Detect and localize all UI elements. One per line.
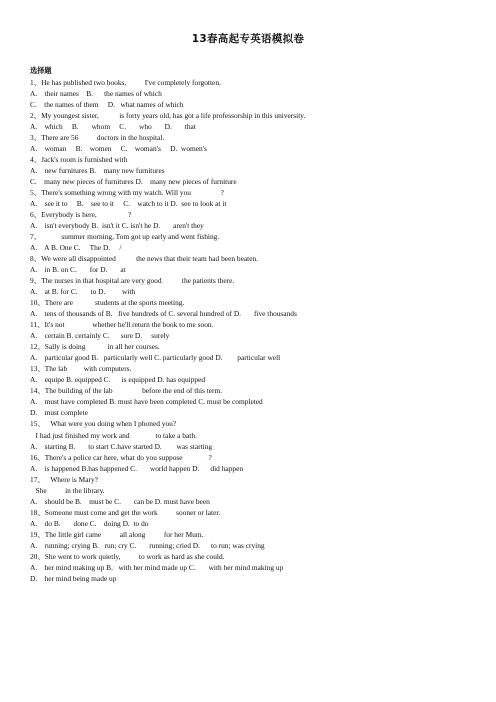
text-line: A. in B. on C. for D. at [30, 265, 126, 275]
text-line: A. new furnitures B. many new furnitures [30, 166, 165, 176]
text-line: 20、She went to work quietly, to work as hard as she could. [30, 551, 225, 561]
text-line: 2、My youngest sister, is forty years old, has got a life professorship in this university. [30, 111, 306, 121]
text-line: 13、The lab with computers. [30, 364, 132, 374]
text-line: She in the library. [30, 485, 105, 495]
text-line: 17、 Where is Mary? [30, 474, 98, 484]
text-line: 9、The nurses in that hospital are very good the patients there. [30, 276, 235, 286]
text-line: A. starting B. to start C.have started D. was starting [30, 441, 213, 451]
text-line: 7、 summer morning, Tom got up early and went fishing. [30, 232, 220, 242]
text-line: 3、There are 56 doctors in the hospital. [30, 133, 165, 143]
section-heading: 选择题 [30, 66, 52, 75]
text-line: 6、Everybody is here, ? [30, 210, 132, 220]
text-line: A. certain B. certainly C. sure D. surely [30, 331, 170, 341]
document-title: 13春高起专英语模拟卷 [191, 33, 305, 45]
text-line: A. woman B. women C. woman's D. women's [30, 144, 207, 154]
question-list [30, 77, 485, 584]
text-line: C. the names of them D. what names of which [30, 100, 184, 110]
text-line: A. at B. for C. to D. with [30, 287, 136, 297]
text-line: 10、There are students at the sports meeting. [30, 298, 185, 308]
text-line: 14、The building of the lab before the end of this term. [30, 386, 223, 396]
text-line: A. her mind making up B. with her mind made up C. with her mind making up [30, 562, 284, 572]
text-line: 19、The little girl came all along for her Mum. [30, 529, 204, 539]
text-line: A. particular good B. particularly well C. particularly good D. particular well [30, 353, 281, 363]
text-line: 5、There's something wrong with my watch. Will you ? [30, 188, 224, 198]
text-line: A. is happened B.has happened C. world happen D. did happen [30, 463, 244, 473]
text-line: A. should be B. must be C. can be D. must have been [30, 496, 210, 506]
text-line: 15、 What were you doing when I phoned you? [30, 419, 177, 429]
text-line: A. their names B. the names of which [30, 89, 162, 99]
text-line: A. do B. done C. doing D. to do [30, 518, 149, 528]
text-line: A. equipe B. equipped C. is equipped D. has equipped [30, 375, 206, 385]
text-line: D. must complete [30, 408, 88, 418]
text-line: A. A B. One C. The D. / [30, 243, 122, 253]
text-line: A. isn't everybody B. isn't it C. isn't he D. aren't they [30, 221, 204, 231]
text-line: 16、There's a police car here, what do you suppose ? [30, 452, 212, 462]
text-line: 12、Sally is doing in all her courses. [30, 342, 160, 352]
text-line: D. her mind being made up [30, 573, 117, 583]
text-line: A. tens of thousands of B. five hundreds of C. several hundred of D. five thousands [30, 309, 297, 319]
text-line: C. many new pieces of furnitures D. many new pieces of furniture [30, 177, 237, 187]
text-line: 18、Someone must come and get the work sooner or later. [30, 507, 221, 517]
text-line: 4、Jack's room is furnished with [30, 155, 128, 165]
text-line: A. running; crying B. run; cry C. running; cried D. to run; was crying [30, 540, 265, 550]
text-line: A. see it to B. see to it C. watch to it D. see to look at it [30, 199, 227, 209]
text-line: 11、It's not whether he'll return the book to me soon. [30, 320, 214, 330]
text-line: A. which B. whom C. who D. that [30, 122, 196, 132]
text-line: 8、We were all disappointed the news that their team had been beaten. [30, 254, 259, 264]
text-line: A. must have completed B. must have been completed C. must be completed [30, 397, 263, 407]
text-line: I had just finished my work and to take a bath. [30, 430, 197, 440]
text-line: 1、He has published two books, I've completely forgotten. [30, 78, 221, 87]
